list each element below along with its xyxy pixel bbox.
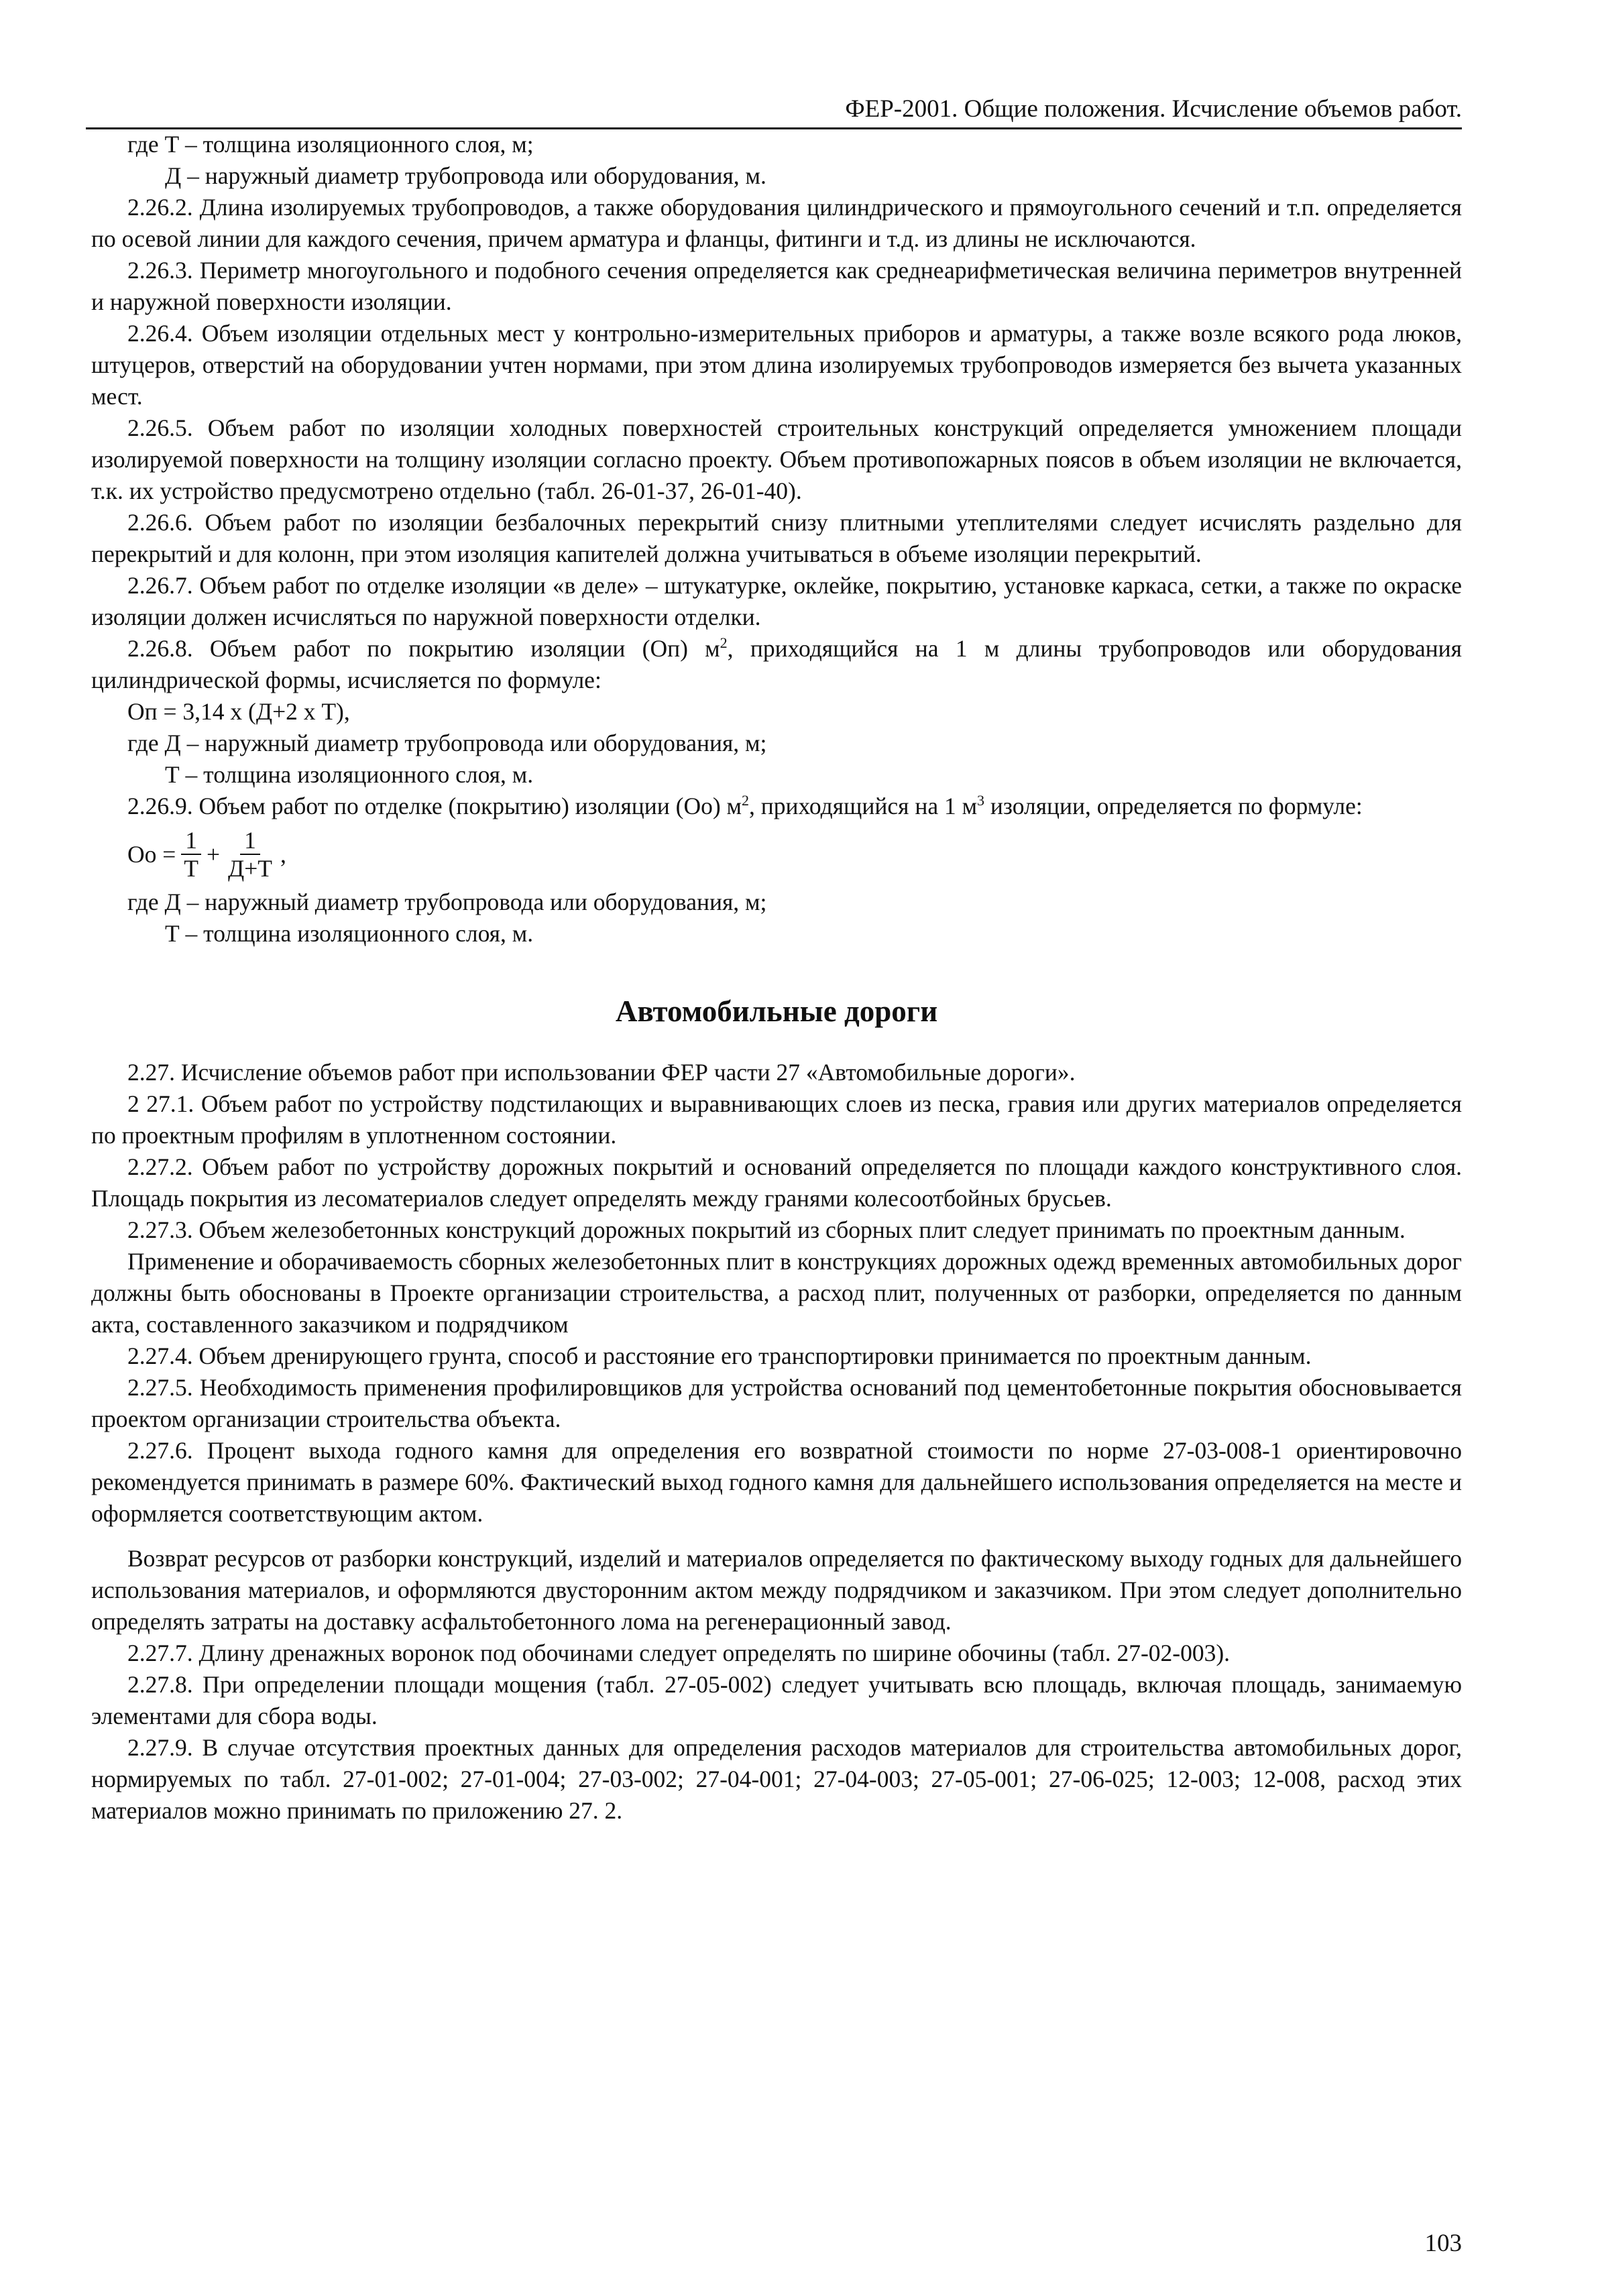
superscript: 2 [742,792,750,809]
text-span: , приходящийся на 1 м [749,793,978,819]
paragraph: 2.26.3. Периметр многоугольного и подобного сечения определяется как среднеарифметическая величина периметров внутренней и наружной поверхности изоляции. [91,257,1462,315]
paragraph: 2.26.6. Объем работ по изоляции безбалочных перекрытий снизу плитными утеплителями следует исчислять раздельно для перекрытий и для колонн, при этом изоляция капителей должна учитываться в объеме изоляции перекрытий. [91,509,1462,567]
paragraph: 2.26.2. Длина изолируемых трубопроводов, а также оборудования цилиндрического и прямоугольного сечений и т.п. определяется по осевой линии для каждого сечения, причем арматура и фланцы, фитинги и т.д. из длины не исключаются. [91,194,1462,252]
paragraph [91,633,1462,696]
paragraph: Т – толщина изоляционного слоя, м. [165,920,534,947]
paragraph: где Д – наружный диаметр трубопровода или оборудования, м; [127,888,767,915]
running-header: ФЕР-2001. Общие положения. Исчисление объемов работ. [845,95,1462,123]
paragraph: 2.27.4. Объем дренирующего грунта, способ и расстояние его транспортировки принимается по проектным данным. [127,1342,1312,1369]
superscript: 3 [977,792,985,809]
paragraph: 2.27.8. При определении площади мощения (табл. 27-05-002) следует учитывать всю площадь, включая площадь, занимаемую элементами для сбора воды. [91,1671,1462,1729]
paragraph: 2.26.5. Объем работ по изоляции холодных поверхностей строительных конструкций определяется умножением площади изолируемой поверхности на толщину изоляции согласно проекту. Объем противопожарных поясов в объем изоляции не включается, т.к. их устройство предусмотрено отдельно (табл. 26-01-37, 26-01-40). [91,414,1462,504]
paragraph: 2.26.7. Объем работ по отделке изоляции «в деле» – штукатурке, оклейке, покрытию, установке каркаса, сетки, а также по окраске изоляции должен исчисляться по наружной поверхности отделки. [91,572,1462,630]
plus-sign: + [206,840,221,868]
superscript: 2 [720,634,728,652]
paragraph: 2.27.7. Длину дренажных воронок под обочинами следует определять по ширине обочины (табл. 27-02-003). [127,1640,1231,1666]
paragraph: Д – наружный диаметр трубопровода или оборудования, м. [165,162,766,189]
page-number: 103 [1424,2230,1462,2257]
text-span: изоляции, определяется по формуле: [984,793,1363,819]
fraction [180,827,203,882]
paragraph: 2.27.6. Процент выхода годного камня для определения его возвратной стоимости по норме 27-03-008-1 ориентировочно рекомендуется принимать в размере 60%. Фактический выход годного камня для дальнейшего использования определяется на месте и оформляется соответствующим актом. [91,1437,1462,1527]
fraction-formula [91,822,1462,886]
text-span: 2.26.8. Объем работ по покрытию изоляции (Оп) м [127,635,720,662]
paragraph: Т – толщина изоляционного слоя, м. [165,761,534,788]
spacer [91,1530,1462,1543]
page-body [91,129,1462,1827]
fraction [224,827,276,882]
paragraph: Возврат ресурсов от разборки конструкций, изделий и материалов определяется по фактическому выходу годных для дальнейшего использования материалов, и оформляются двусторонним актом между подрядчиком и заказчиком. При этом следует дополнительно определять затраты на доставку асфальтобетонного лома на регенерационный завод. [91,1545,1462,1635]
numerator: 1 [181,827,201,855]
denominator: Д+Т [228,855,272,882]
paragraph: где Д – наружный диаметр трубопровода или оборудования, м; [127,730,767,756]
paragraph: 2.27. Исчисление объемов работ при использовании ФЕР части 27 «Автомобильные дороги». [127,1059,1076,1086]
paragraph: 2.26.4. Объем изоляции отдельных мест у контрольно-измерительных приборов и арматуры, а также возле всякого рода люков, штуцеров, отверстий на оборудовании учтен нормами, при этом длина изолируемых трубопроводов измеряется без вычета указанных мест. [91,320,1462,410]
paragraph: 2.27.3. Объем железобетонных конструкций дорожных покрытий из сборных плит следует принимать по проектным данным. [127,1216,1406,1243]
formula: Оп = 3,14 х (Д+2 х Т), [127,698,350,725]
text-span: 2.26.9. Объем работ по отделке (покрытию) изоляции (Оо) м [127,793,742,819]
formula-tail: , [280,840,286,868]
paragraph: 2.27.9. В случае отсутствия проектных данных для определения расходов материалов для строительства автомобильных дорог, нормируемых по табл. 27-01-002; 27-01-004; 27-03-002; 27-04-001; 27-04-003; 27-05-001; 27-06-025; 12-003; 12-008, расход этих материалов можно принимать по приложению 27. 2. [91,1734,1462,1824]
paragraph: 2 27.1. Объем работ по устройству подстилающих и выравнивающих слоев из песка, гравия или других материалов определяется по проектным профилям в уплотненном состоянии. [91,1090,1462,1149]
section-heading: Автомобильные дороги [615,994,938,1028]
numerator: 1 [240,827,260,855]
paragraph: 2.27.2. Объем работ по устройству дорожных покрытий и оснований определяется по площади каждого конструктивного слоя. Площадь покрытия из лесоматериалов следует определять между гранями колесоотбойных брусьев. [91,1153,1462,1212]
paragraph: Применение и оборачиваемость сборных железобетонных плит в конструкциях дорожных одежд временных автомобильных дорог должны быть обоснованы в Проекте организации строительства, а расход плит, полученных от разборки, определяется по данным акта, составленного заказчиком и подрядчиком [91,1248,1462,1338]
paragraph: 2.27.5. Необходимость применения профилировщиков для устройства оснований под цементобетонные покрытия обосновывается проектом организации строительства объекта. [91,1374,1462,1432]
paragraph [91,791,1462,822]
denominator: Т [184,855,198,882]
paragraph: где Т – толщина изоляционного слоя, м; [127,131,534,158]
formula-lhs: Оо = [127,840,176,868]
text-span: , приходящийся на 1 м длины трубопроводов или оборудования цилиндрической формы, исчисляется по формуле: [91,635,1463,693]
